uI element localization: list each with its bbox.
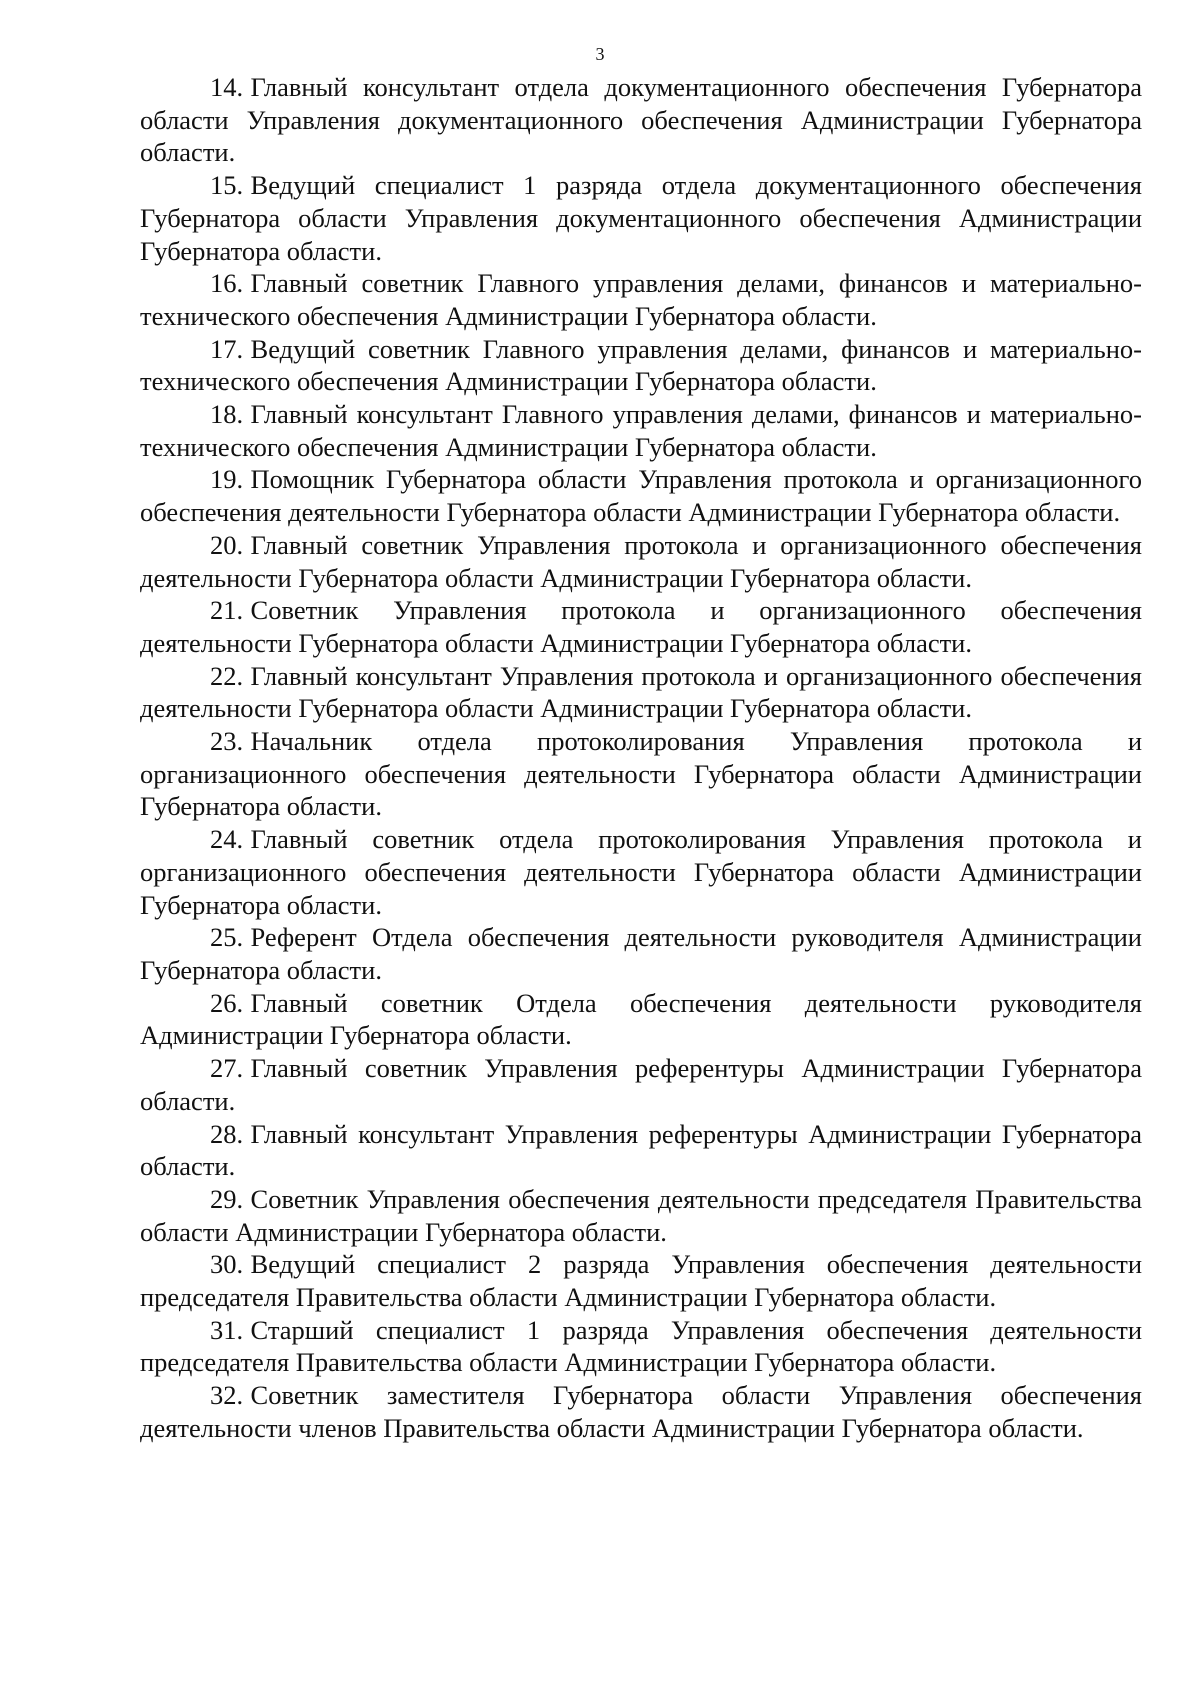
item-number: 22. (210, 660, 244, 691)
item-number: 29. (210, 1183, 244, 1214)
item-text: Главный советник Главного управления делами, финансов и материально-технического обеспечения Администрации Губернатора области. (140, 268, 1142, 331)
position-list (140, 71, 1142, 1445)
list-item (140, 921, 1142, 986)
item-text: Советник Управления обеспечения деятельности председателя Правительства области Администрации Губернатора области. (140, 1183, 1142, 1247)
item-text: Ведущий советник Главного управления делами, финансов и материально-технического обеспечения Администрации Губернатора области. (140, 333, 1142, 397)
item-text: Помощник Губернатора области Управления протокола и организационного обеспечения деятельности Губернатора области Администрации Губернатора области. (140, 464, 1142, 528)
list-item (140, 1248, 1142, 1313)
item-text: Главный консультант Управления референтуры Администрации Губернатора области. (140, 1118, 1142, 1182)
list-item (140, 169, 1142, 267)
list-item (140, 333, 1142, 398)
item-number: 23. (210, 726, 244, 757)
list-item (140, 660, 1142, 725)
item-number: 26. (210, 987, 244, 1018)
item-number: 25. (210, 922, 244, 953)
item-number: 19. (210, 464, 244, 495)
list-item (140, 987, 1142, 1052)
list-item (140, 1183, 1142, 1248)
item-number: 14. (210, 72, 244, 102)
list-item (140, 1118, 1142, 1183)
item-text: Главный советник Отдела обеспечения деятельности руководителя Администрации Губернатора области. (140, 987, 1142, 1051)
item-number: 24. (210, 824, 244, 855)
list-item (140, 1379, 1142, 1444)
list-item (140, 1052, 1142, 1117)
list-item (140, 823, 1142, 921)
item-number: 18. (210, 399, 244, 430)
item-text: Главный консультант Главного управления делами, финансов и материально-технического обеспечения Администрации Губернатора области. (140, 399, 1142, 462)
list-item (140, 71, 1142, 169)
item-text: Главный советник Управления протокола и организационного обеспечения деятельности Губернатора области Администрации Губернатора области. (140, 529, 1142, 593)
item-number: 28. (210, 1118, 244, 1149)
list-item (140, 267, 1142, 332)
item-number: 17. (210, 333, 244, 364)
item-text: Старший специалист 1 разряда Управления обеспечения деятельности председателя Правительства области Администрации Губернатора области. (140, 1314, 1142, 1378)
item-text: Ведущий специалист 2 разряда Управления обеспечения деятельности председателя Правительства области Администрации Губернатора области. (140, 1249, 1142, 1313)
list-item (140, 398, 1142, 463)
item-text: Главный консультант Управления протокола и организационного обеспечения деятельности Губернатора области Администрации Губернатора области. (140, 660, 1142, 724)
item-text: Главный советник Управления референтуры Администрации Губернатора области. (140, 1053, 1142, 1116)
item-text: Советник заместителя Губернатора области Управления обеспечения деятельности членов Правительства области Администрации Губернатора области. (140, 1380, 1142, 1443)
item-number: 31. (210, 1314, 244, 1345)
item-number: 27. (210, 1053, 244, 1084)
list-item (140, 463, 1142, 528)
item-text: Ведущий специалист 1 разряда отдела документационного обеспечения Губернатора области Управления документационного обеспечения Администрации Губернатора области. (140, 170, 1142, 266)
list-item (140, 725, 1142, 823)
item-number: 30. (210, 1249, 244, 1280)
item-text: Начальник отдела протоколирования Управления протокола и организационного обеспечения деятельности Губернатора области Администрации Губернатора области. (140, 726, 1142, 822)
list-item (140, 594, 1142, 659)
page-number: 3 (595, 44, 605, 64)
item-number: 15. (210, 170, 244, 201)
list-item (140, 1314, 1142, 1379)
item-text: Главный консультант отдела документационного обеспечения Губернатора области Управления документационного обеспечения Администрации Губернатора области. (140, 72, 1142, 168)
item-number: 32. (210, 1380, 244, 1411)
item-number: 16. (210, 268, 244, 299)
item-text: Советник Управления протокола и организационного обеспечения деятельности Губернатора области Администрации Губернатора области. (140, 595, 1142, 658)
item-text: Референт Отдела обеспечения деятельности руководителя Администрации Губернатора области. (140, 922, 1142, 985)
item-number: 20. (210, 529, 244, 560)
item-number: 21. (210, 595, 244, 626)
item-text: Главный советник отдела протоколирования Управления протокола и организационного обеспечения деятельности Губернатора области Администрации Губернатора области. (140, 824, 1142, 920)
list-item (140, 529, 1142, 594)
